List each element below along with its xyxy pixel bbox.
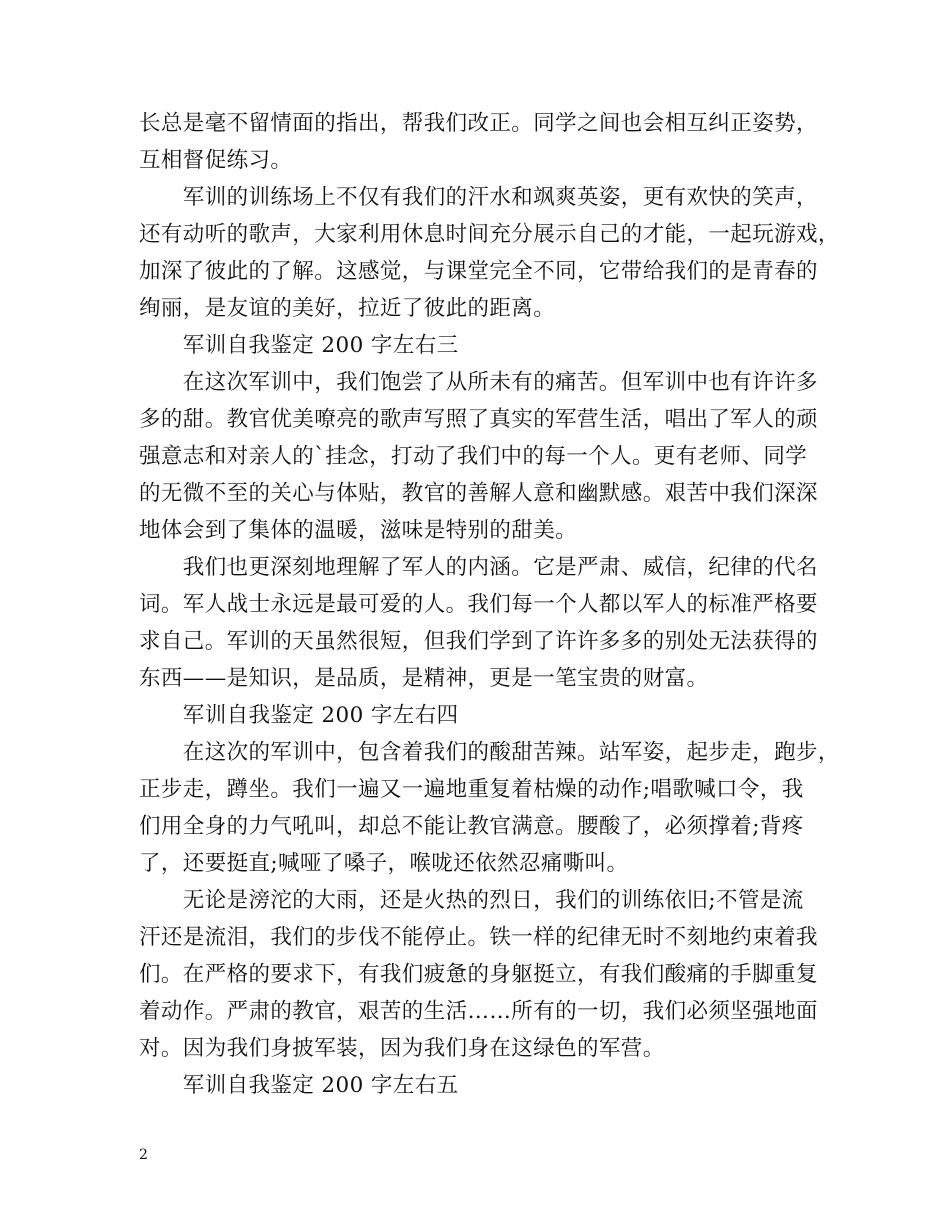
text-line: 加深了彼此的了解。这感觉，与课堂完全不同，它带给我们的是青春的: [139, 259, 818, 284]
text-line: 正步走，蹲坐。我们一遍又一遍地重复着枯燥的动作;唱歌喊口令，我: [139, 777, 804, 802]
text-line: 的无微不至的关心与体贴，教官的善解人意和幽默感。艰苦中我们深深: [139, 481, 818, 506]
text-line: 还有动听的歌声，大家利用休息时间充分展示自己的才能，一起玩游戏，: [139, 222, 840, 247]
text-line: 求自己。军训的天虽然很短，但我们学到了许许多多的别处无法获得的: [139, 629, 818, 654]
text-line: 多的甜。教官优美嘹亮的歌声写照了真实的军营生活，唱出了军人的顽: [139, 407, 818, 432]
document-body: [139, 105, 840, 1104]
text-line: 着动作。严肃的教官，艰苦的生活……所有的一切，我们必须坚强地面: [139, 999, 818, 1024]
text-line: 东西——是知识，是品质，是精神，更是一笔宝贵的财富。: [139, 666, 709, 691]
text-line: 汗还是流泪，我们的步伐不能停止。铁一样的纪律无时不刻地约束着我: [139, 925, 818, 950]
text-line: 绚丽，是友谊的美好，拉近了彼此的距离。: [139, 296, 556, 321]
text-line: 对。因为我们身披军装，因为我们身在这绿色的军营。: [139, 1036, 665, 1061]
text-line: 们。在严格的要求下，有我们疲惫的身躯挺立，有我们酸痛的手脚重复: [139, 962, 818, 987]
text-line: 在这次军训中，我们饱尝了从所未有的痛苦。但军训中也有许许多: [139, 370, 818, 395]
text-line: 互相督促练习。: [139, 148, 293, 173]
text-line: 长总是毫不留情面的指出，帮我们改正。同学之间也会相互纠正姿势，: [139, 111, 818, 136]
text-line: 了，还要挺直;喊哑了嗓子，喉咙还依然忍痛嘶叫。: [139, 851, 629, 876]
text-line: 词。军人战士永远是最可爱的人。我们每一个人都以军人的标准严格要: [139, 592, 818, 617]
section-heading: 军训自我鉴定 200 字左右四: [139, 703, 459, 728]
text-line: 无论是滂沱的大雨，还是火热的烈日，我们的训练依旧;不管是流: [139, 888, 804, 913]
text-line: 强意志和对亲人的`挂念，打动了我们中的每一个人。更有老师、同学: [139, 444, 808, 469]
text-line: 地体会到了集体的温暖，滋味是特别的甜美。: [139, 518, 578, 543]
section-heading: 军训自我鉴定 200 字左右五: [139, 1073, 459, 1098]
text-line: 们用全身的力气吼叫，却总不能让教官满意。腰酸了，必须撑着;背疼: [139, 814, 804, 839]
text-line: 在这次的军训中，包含着我们的酸甜苦辣。站军姿，起步走，跑步，: [139, 740, 840, 765]
text-line: 我们也更深刻地理解了军人的内涵。它是严肃、威信，纪律的代名: [139, 555, 818, 580]
text-line: 军训的训练场上不仅有我们的汗水和飒爽英姿，更有欢快的笑声，: [139, 185, 818, 210]
page-number: 2: [139, 1147, 148, 1163]
section-heading: 军训自我鉴定 200 字左右三: [139, 333, 459, 358]
